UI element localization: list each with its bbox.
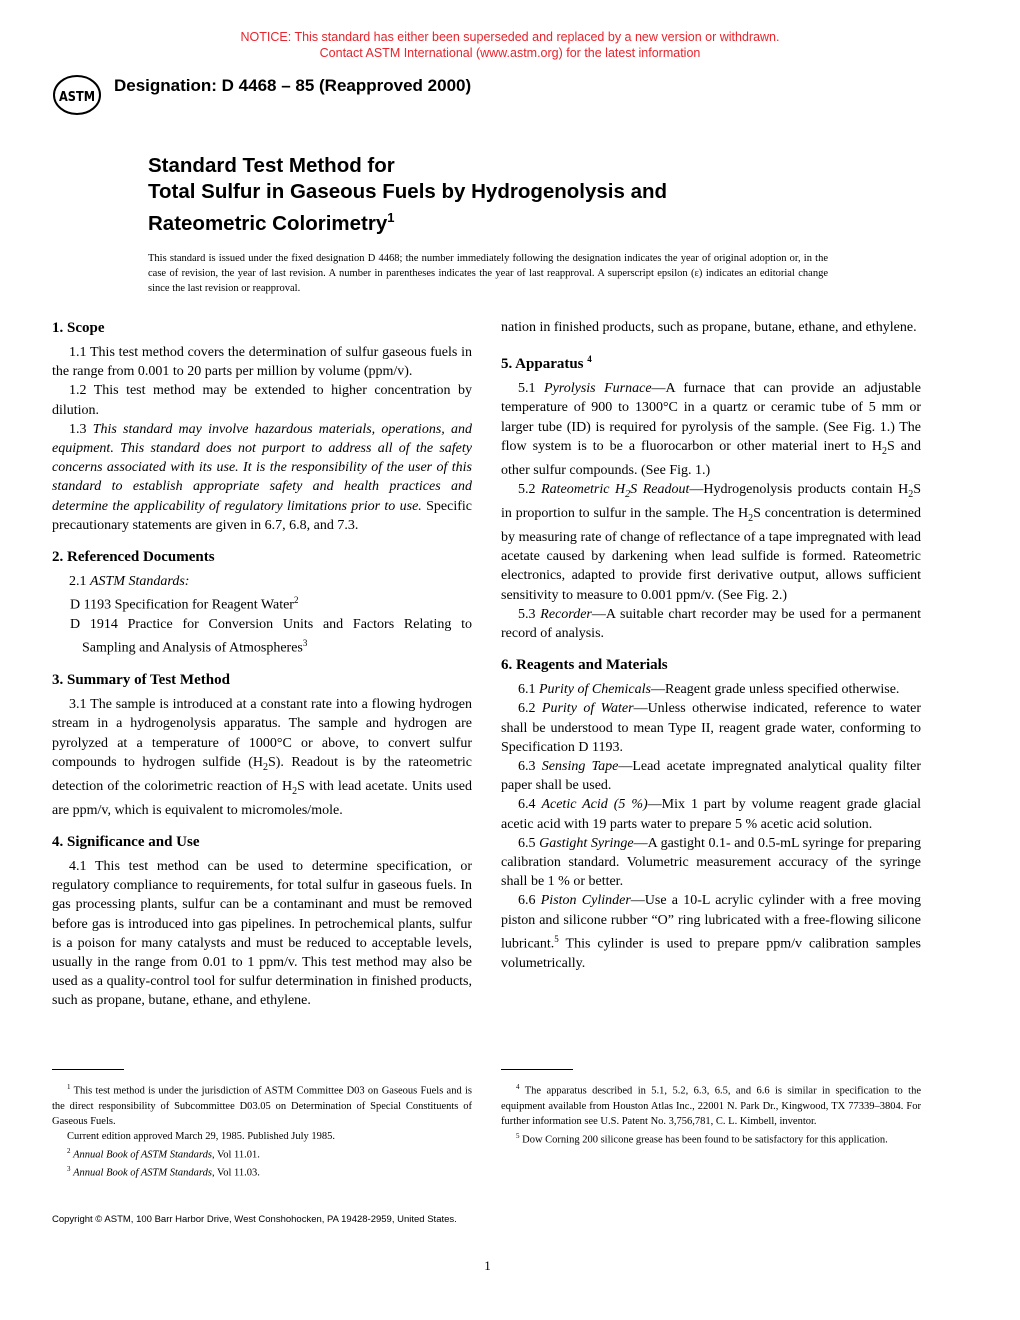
para-5-3-num: 5.3 — [518, 606, 541, 622]
para-5-2-text-a: —Hydrogenolysis products contain H — [689, 482, 909, 498]
footnote-ref-3: 3 — [302, 638, 308, 649]
para-5-2-text-b: S in proportion to sulfur in the sample. The H — [501, 482, 922, 522]
left-column — [52, 318, 472, 1011]
footnote-2-mark: 2 — [67, 1146, 71, 1155]
para-3-1-b: S). Readout is by the rateometric detection of the colorimetric reaction of H — [52, 754, 472, 794]
footnote-1-text: This test method is under the jurisdiction of ASTM Committee D03 on Gaseous Fuels and is the direct responsibility of Subcommittee D03.05 on Determination of Special Constituents of Gaseous Fuels. — [52, 1085, 472, 1127]
logo-text: ASTM — [59, 90, 95, 105]
para-2-1 — [52, 572, 472, 591]
footnote-ref-4: 4 — [587, 354, 592, 365]
section-5-heading-text: 5. Apparatus — [501, 356, 584, 373]
section-1-heading: 1. Scope — [52, 320, 105, 336]
page-number: 1 — [484, 1258, 491, 1273]
footnote-4-mark: 4 — [516, 1083, 520, 1091]
reference-d1914 — [52, 615, 472, 658]
para-5-2-term-sub: 2 — [625, 488, 631, 500]
footnote-3 — [52, 1162, 472, 1181]
footnote-4-text: The apparatus described in 5.1, 5.2, 6.3, 6.5, and 6.6 is similar in specification to the equipment available from Houston Atlas Inc., 22001 N. Park Dr., Kingwood, TX 77339–3804. For further information see U.S. Patent No. 3,756,781, C. L. Kimbell, inventor. — [501, 1085, 921, 1127]
footnote-3-mark: 3 — [67, 1165, 71, 1173]
para-5-1-text: —A furnace that can provide an adjustable temperature of 900 to 1300°C in a quartz or ceramic tube of 5 mm or larger tube (ID) is required for pyrolysis of the sample. (See Fig. 1.) The flow system is to be a fluorocarbon or other material inert to H — [501, 381, 922, 454]
para-6-2 — [501, 699, 921, 757]
para-4-1-continued: nation in finished products, such as propane, butane, ethane, and ethylene. — [501, 320, 917, 335]
designation: Designation: D 4468 – 85 (Reapproved 2000) — [114, 76, 472, 95]
para-3-1-a: 3.1 The sample is introduced at a constant rate into a flowing hydrogen stream in a hydrogenolysis apparatus. The sample and hydrogen are pyrolyzed at a temperature of 1000°C or above, to convert sulfur compounds to hydrogen sulfide (H — [52, 697, 472, 770]
footnote-1b: Current edition approved March 29, 1985. Published July 1985. — [67, 1130, 336, 1142]
notice-line-2: Contact ASTM International (www.astm.org) for the latest information — [319, 46, 701, 60]
para-5-1-num: 5.1 — [518, 381, 545, 397]
reference-d1914-text: D 1914 Practice for Conversion Units and Factors Relating to Sampling and Analysis of Atmospheres — [70, 617, 472, 656]
section-5-heading — [501, 349, 921, 374]
para-4-1: 4.1 This test method can be used to determine specification, or regulatory compliance to requirements, for total sulfur in gaseous fuels. In gas processing plants, sulfur can be a contaminant and must be removed before gas is introduced into gas pipelines. In petrochemical plants, sulfur is a poison for many catalysts and must be reduced to acceptable levels, usually in the range from 0.01 to 1 ppm/v. This test method may also be used as a quality-control tool for sulfur determination in finished products, such as propane, butane, ethane, and ethylene. — [52, 858, 472, 1009]
para-5-3-term: Recorder — [540, 606, 592, 622]
footnote-ref-5: 5 — [554, 933, 559, 944]
footnote-5-text: Dow Corning 200 silicone grease has been found to be satisfactory for this application. — [519, 1134, 888, 1145]
para-3-1-sub1: 2 — [262, 761, 268, 773]
footnote-1-mark: 1 — [67, 1083, 71, 1091]
para-6-6-text: —Use a 10-L acrylic cylinder with a free moving piston and silicone rubber “O” ring lubricated with a free-flowing silicone lubricant. — [501, 893, 921, 952]
para-1-1: 1.1 This test method covers the determination of sulfur gaseous fuels in the range from 0.001 to 20 parts per million by volume (ppm/v). — [52, 345, 472, 380]
para-5-3 — [501, 605, 921, 643]
section-3-heading: 3. Summary of Test Method — [52, 672, 230, 689]
section-2-heading: 2. Referenced Documents — [52, 549, 215, 566]
para-6-6-term: Piston Cylinder — [540, 893, 631, 909]
para-6-1-term: Purity of Chemicals — [539, 682, 651, 698]
title-line-1: Standard Test Method for — [148, 154, 395, 177]
reference-d1193-text: D 1193 Specification for Reagent Water — [70, 597, 294, 613]
para-5-2-num: 5.2 — [518, 482, 542, 498]
footnote-rule-right — [501, 1069, 573, 1070]
para-5-2-term-b: S Readout — [630, 482, 690, 498]
issuance-statement: This standard is issued under the fixed designation D 4468; the number immediately following the designation indicates the year of original adoption or, in the case of revision, the year of last revision. A number in parentheses indicates the year of last reapproval. A superscript epsilon (ε) indicates an editorial change since the last revision or reapproval. — [148, 253, 828, 294]
para-5-2-sub2: 2 — [748, 512, 754, 524]
para-6-5 — [501, 834, 921, 892]
para-5-2-term — [541, 482, 690, 500]
footnote-4 — [501, 1080, 921, 1129]
para-1-2: 1.2 This test method may be extended to higher concentration by dilution. — [52, 383, 472, 418]
right-column — [501, 318, 921, 973]
para-2-1-num: 2.1 — [69, 574, 90, 590]
para-6-1-text: —Reagent grade unless specified otherwise. — [651, 682, 900, 698]
footnotes-left — [52, 1080, 472, 1181]
footnote-2-italic: Annual Book of ASTM Standards — [73, 1149, 212, 1160]
para-5-1-sub: 2 — [882, 445, 888, 457]
para-3-1-c: S with lead acetate. Units used are ppm/v, which is equivalent to micromoles/mole. — [52, 778, 472, 818]
para-3-1-sub2: 2 — [292, 785, 298, 797]
para-5-2-text-c: S concentration is determined by measuring rate of change of reflectance of a tape impregnated with lead acetate caused by darkening when lead sulfide is formed. Rateometric electronics, adapted to provide first derivative output, allows sufficient sensitivity to measure to 0.001 ppm/v. (See Fig. 2.) — [501, 506, 921, 603]
para-5-2-sub1: 2 — [908, 488, 914, 500]
title-footnote-ref: 1 — [387, 210, 395, 225]
astm-logo-icon — [52, 74, 102, 116]
para-6-1 — [501, 680, 921, 699]
para-1-3 — [52, 420, 472, 535]
para-6-1-num: 6.1 — [518, 682, 539, 698]
footnote-5-mark: 5 — [516, 1131, 520, 1140]
para-6-3-term: Sensing Tape — [541, 759, 619, 775]
para-6-5-term: Gastight Syringe — [539, 835, 634, 851]
para-6-3 — [501, 757, 921, 795]
para-5-1-text2: S and other sulfur compounds. (See Fig. 1.) — [501, 438, 921, 478]
para-6-2-term: Purity of Water — [541, 701, 634, 717]
withdrawal-notice — [0, 29, 1020, 61]
para-2-1-title: ASTM Standards: — [90, 574, 190, 590]
para-1-3-num: 1.3 — [69, 421, 93, 437]
para-6-4-text: —Mix 1 part by volume reagent grade glacial acetic acid with 19 parts water to prepare 5 % acetic acid solution. — [501, 797, 921, 832]
notice-line-1: NOTICE: This standard has either been superseded and replaced by a new version or withdrawn. — [240, 30, 780, 44]
safety-caveat: This standard may involve hazardous materials, operations, and equipment. This standard does not purport to address all of the safety concerns associated with its use. It is the responsibility of the user of this standard to establish appropriate safety and health practices and determine the applicability of regulatory limitations prior to use. — [52, 421, 472, 514]
footnote-ref-2: 2 — [293, 595, 299, 606]
document-title — [148, 153, 667, 237]
para-6-3-text: —Lead acetate impregnated analytical quality filter paper shall be used. — [501, 759, 921, 794]
section-6-heading: 6. Reagents and Materials — [501, 657, 668, 674]
para-5-2 — [501, 480, 921, 605]
para-1-3-rest: Specific precautionary statements are given in 6.7, 6.8, and 7.3. — [52, 498, 472, 533]
footnotes-right — [501, 1080, 921, 1147]
para-5-3-text: —A suitable chart recorder may be used for a permanent record of analysis. — [501, 606, 922, 642]
para-5-2-term-a: Rateometric H — [541, 482, 626, 498]
para-6-6-num: 6.6 — [518, 893, 541, 909]
para-5-1-term: Pyrolysis Furnace — [544, 381, 652, 397]
para-6-2-num: 6.2 — [518, 701, 542, 717]
para-6-4-term: Acetic Acid (5 %) — [541, 797, 648, 813]
para-6-4 — [501, 795, 921, 833]
footnote-rule-left — [52, 1069, 124, 1070]
footnote-3-italic: Annual Book of ASTM Standards — [73, 1167, 212, 1179]
para-6-6 — [501, 891, 921, 972]
para-6-4-num: 6.4 — [518, 797, 542, 813]
footnote-3-rest: , Vol 11.03. — [211, 1167, 260, 1179]
copyright-notice: Copyright © ASTM, 100 Barr Harbor Drive, West Conshohocken, PA 19428-2959, United States. — [52, 1214, 457, 1225]
footnote-2-rest: , Vol 11.01. — [211, 1149, 260, 1160]
para-6-6-text2: This cylinder is used to prepare ppm/v calibration samples volumetrically. — [501, 936, 921, 971]
title-line-2: Total Sulfur in Gaseous Fuels by Hydrogenolysis and — [148, 180, 668, 203]
footnote-1 — [52, 1080, 472, 1129]
para-6-2-text: —Unless otherwise indicated, reference to water shall be understood to mean Type II, reagent grade water, conforming to Specification D 1193. — [501, 701, 922, 755]
section-4-heading: 4. Significance and Use — [52, 833, 200, 850]
title-line-3: Rateometric Colorimetry — [148, 211, 388, 235]
footnote-2 — [52, 1144, 472, 1163]
para-6-5-text: —A gastight 0.1- and 0.5-mL syringe for preparing calibration standard. Volumetric measurement accuracy of the syringe shall be 1 % or better. — [501, 835, 921, 890]
para-5-1 — [501, 379, 921, 480]
para-3-1 — [52, 695, 472, 820]
footnote-5 — [501, 1129, 921, 1148]
reference-d1193 — [52, 591, 472, 615]
para-6-3-num: 6.3 — [518, 759, 542, 775]
para-6-5-num: 6.5 — [518, 835, 540, 851]
